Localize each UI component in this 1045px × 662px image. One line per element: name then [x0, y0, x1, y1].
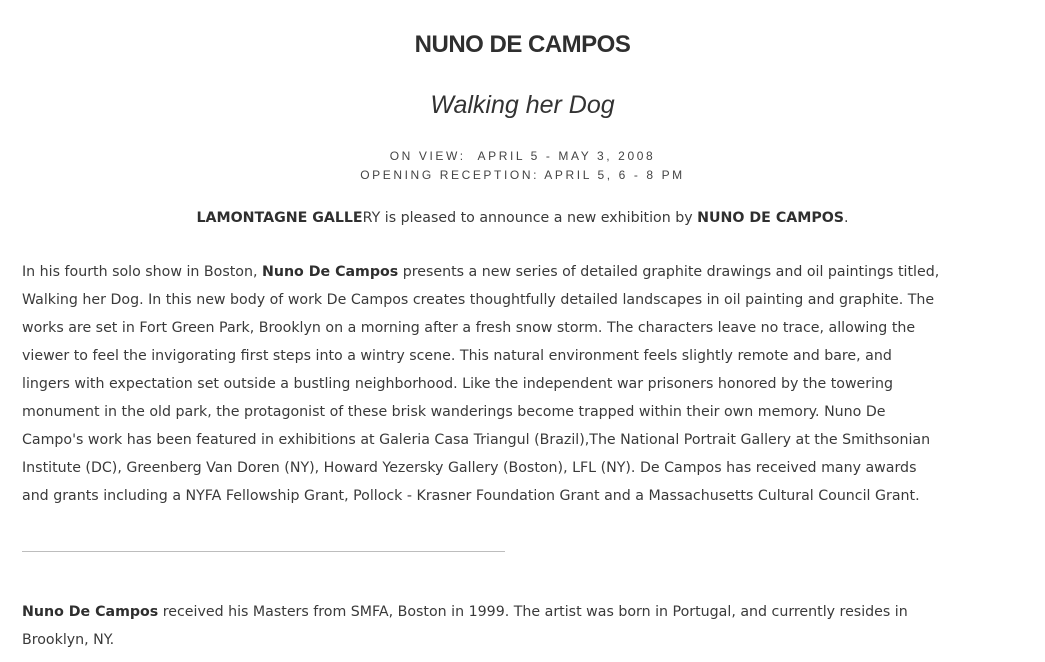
announcement-text: RY is pleased to announce a new exhibition by: [362, 210, 698, 226]
description-line1-rest: presents a new series of detailed graphite drawings and oil paintings titled,: [398, 264, 940, 280]
description-line: monument in the old park, the protagonist of these brisk wanderings become trapped within their own memory. Nuno De: [22, 404, 886, 420]
on-view-value: APRIL 5 - MAY 3, 2008: [477, 149, 656, 163]
description-line: and grants including a NYFA Fellowship Grant, Pollock - Krasner Foundation Grant and a Massachusetts Cultural Council Grant.: [22, 488, 920, 504]
on-view-label: ON VIEW:: [389, 149, 466, 163]
announcement-artist: NUNO DE CAMPOS: [697, 210, 845, 226]
description-line: Institute (DC), Greenberg Van Doren (NY), Howard Yezersky Gallery (Boston), LFL (NY). De Campos has received many awards: [22, 460, 917, 476]
description-line: lingers with expectation set outside a bustling neighborhood. Like the independent war prisoners honored by the towering: [22, 376, 894, 392]
gallery-name: LAMONTAGNE GALLE: [196, 210, 363, 226]
section-divider: [22, 551, 505, 552]
bio-line: Brooklyn, NY.: [22, 632, 115, 648]
on-view-dates: [0, 148, 1045, 164]
exhibition-title: Walking her Dog: [430, 91, 615, 119]
description-line: Campo's work has been featured in exhibitions at Galeria Casa Triangul (Brazil),The National Portrait Gallery at the Smithsonian: [22, 432, 931, 448]
description-line: Walking her Dog. In this new body of work De Campos creates thoughtfully detailed landscapes in oil painting and graphite. The: [22, 292, 935, 308]
announcement: [0, 208, 1045, 228]
description-line: viewer to feel the invigorating first steps into a wintry scene. This natural environment feels slightly remote and bare, and: [22, 348, 892, 364]
bio-line: [22, 598, 1022, 626]
description-line: [22, 258, 1022, 286]
bio-artist-name: Nuno De Campos: [22, 604, 159, 620]
opening-reception: OPENING RECEPTION: APRIL 5, 6 - 8 PM: [360, 168, 685, 182]
artist-name-heading: NUNO DE CAMPOS: [414, 31, 631, 58]
announcement-period: .: [844, 210, 849, 226]
artist-bio: [22, 598, 1022, 654]
bio-line1-rest: received his Masters from SMFA, Boston in 1999. The artist was born in Portugal, and currently resides in: [158, 604, 908, 620]
description-lead: In his fourth solo show in Boston,: [22, 264, 262, 280]
exhibition-description: [22, 258, 1022, 510]
description-artist: Nuno De Campos: [261, 264, 399, 280]
description-line: works are set in Fort Green Park, Brooklyn on a morning after a fresh snow storm. The characters leave no trace, allowing the: [22, 320, 916, 336]
